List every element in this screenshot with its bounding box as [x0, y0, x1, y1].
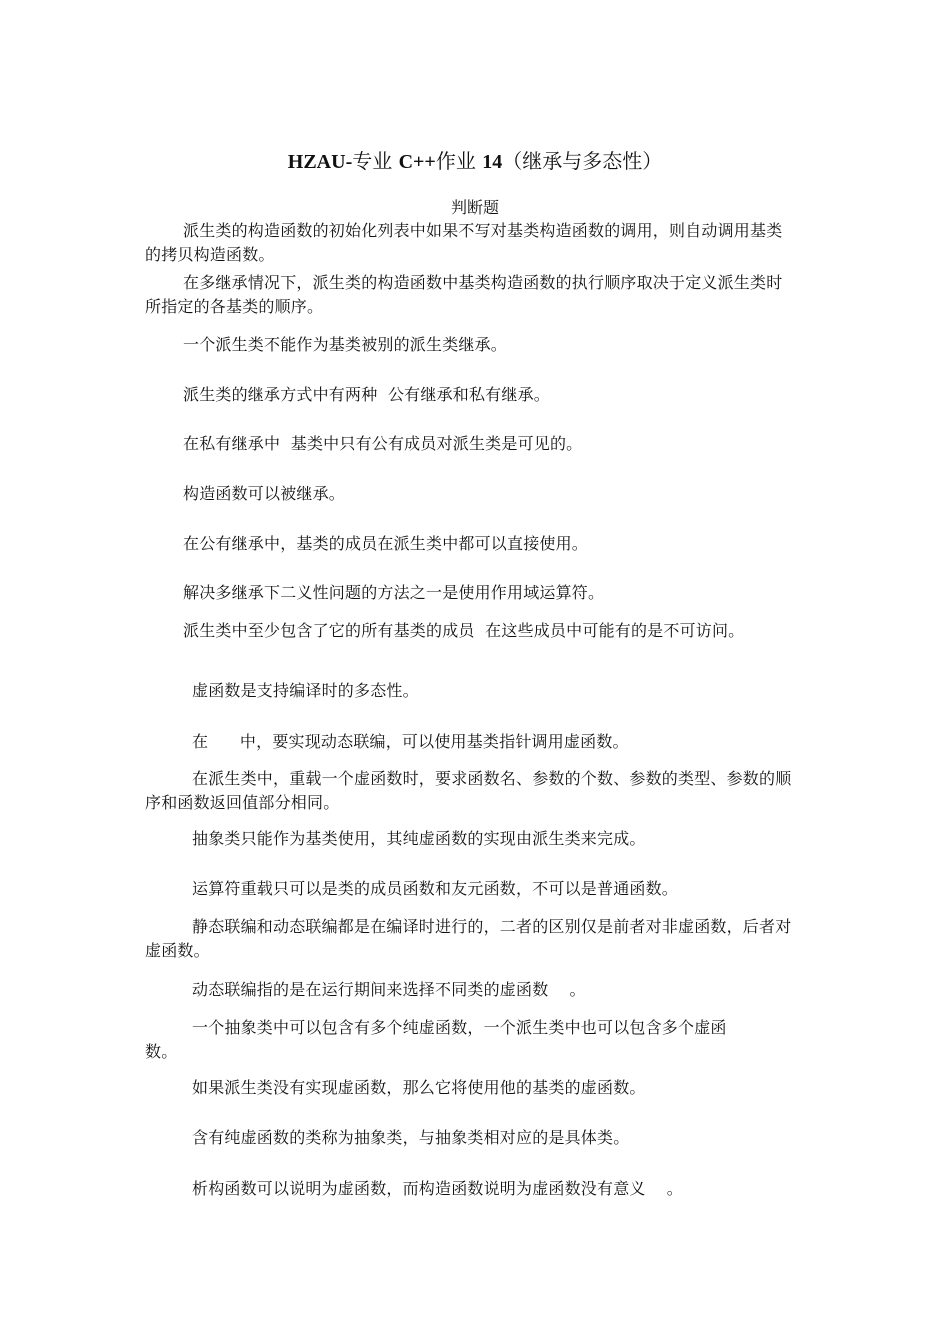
statement-line: 所指定的各基类的顺序。 [145, 297, 324, 316]
statement-item [145, 1126, 893, 1150]
title-number: 14 [482, 151, 503, 173]
statement-line: 含有纯虚函数的类称为抽象类，与抽象类相对应的是具体类。 [192, 1128, 630, 1147]
statement-line: 构造函数可以被继承。 [183, 484, 346, 503]
statement-item [145, 219, 893, 267]
statement-item [145, 619, 893, 643]
statement-item [145, 532, 893, 556]
statement-line: 运算符重载只可以是类的成员函数和友元函数，不可以是普通函数。 [192, 879, 679, 898]
statement-item [145, 767, 893, 815]
title-mid2: C++ [398, 151, 436, 173]
title-suffix: （继承与多态性） [502, 149, 663, 173]
statement-item [145, 978, 893, 1002]
statement-line: 在私有继承中 基类中只有公有成员对派生类是可见的。 [183, 434, 583, 453]
statement-line: 静态联编和动态联编都是在编译时进行的，二者的区别仅是前者对非虚函数，后者对 [192, 917, 792, 936]
statement-line: 派生类中至少包含了它的所有基类的成员 在这些成员中可能有的是不可访问。 [183, 621, 745, 640]
statement-item [145, 730, 893, 754]
statement-item [145, 333, 893, 357]
statement-item [145, 432, 893, 456]
statement-line: 一个抽象类中可以包含有多个纯虚函数，一个派生类中也可以包含多个虚函 [192, 1018, 727, 1037]
title-prefix: HZAU- [287, 151, 353, 173]
statement-line: 虚函数是支持编译时的多态性。 [192, 681, 419, 700]
title-mid3: 作业 [435, 149, 483, 173]
page-title [0, 148, 950, 175]
statement-line: 在派生类中，重载一个虚函数时，要求函数名、参数的个数、参数的类型、参数的顺 [192, 769, 792, 788]
statement-item [145, 1177, 893, 1201]
statement-item [145, 679, 893, 703]
statement-item [145, 877, 893, 901]
statement-item [145, 482, 893, 506]
statement-line: 序和函数返回值部分相同。 [145, 793, 340, 812]
statement-item [145, 581, 893, 605]
statement-item [145, 383, 893, 407]
statement-line: 抽象类只能作为基类使用，其纯虚函数的实现由派生类来完成。 [192, 829, 646, 848]
section-heading: 判断题 [450, 198, 499, 217]
statement-item [145, 1076, 893, 1100]
title-mid1: 专业 [352, 149, 399, 173]
statement-line: 派生类的构造函数的初始化列表中如果不写对基类构造函数的调用，则自动调用基类 [183, 221, 783, 240]
statement-item [145, 1016, 893, 1064]
statement-line: 派生类的继承方式中有两种 公有继承和私有继承。 [183, 385, 550, 404]
statement-line: 动态联编指的是在运行期间来选择不同类的虚函数 。 [192, 980, 586, 999]
statement-item [145, 271, 893, 319]
statement-line: 析构函数可以说明为虚函数，而构造函数说明为虚函数没有意义 。 [192, 1179, 683, 1198]
statement-line: 如果派生类没有实现虚函数，那么它将使用他的基类的虚函数。 [192, 1078, 646, 1097]
statement-line: 数。 [145, 1042, 178, 1061]
statement-line: 解决多继承下二义性问题的方法之一是使用作用域运算符。 [183, 583, 605, 602]
statement-line: 一个派生类不能作为基类被别的派生类继承。 [183, 335, 508, 354]
statement-line: 在 中，要实现动态联编，可以使用基类指针调用虚函数。 [192, 732, 629, 751]
statement-item [145, 915, 893, 963]
statement-line: 虚函数。 [145, 941, 210, 960]
statement-line: 在多继承情况下，派生类的构造函数中基类构造函数的执行顺序取决于定义派生类时 [183, 273, 783, 292]
statement-item [145, 827, 893, 851]
statement-line: 的拷贝构造函数。 [145, 245, 275, 264]
statement-line: 在公有继承中，基类的成员在派生类中都可以直接使用。 [183, 534, 589, 553]
